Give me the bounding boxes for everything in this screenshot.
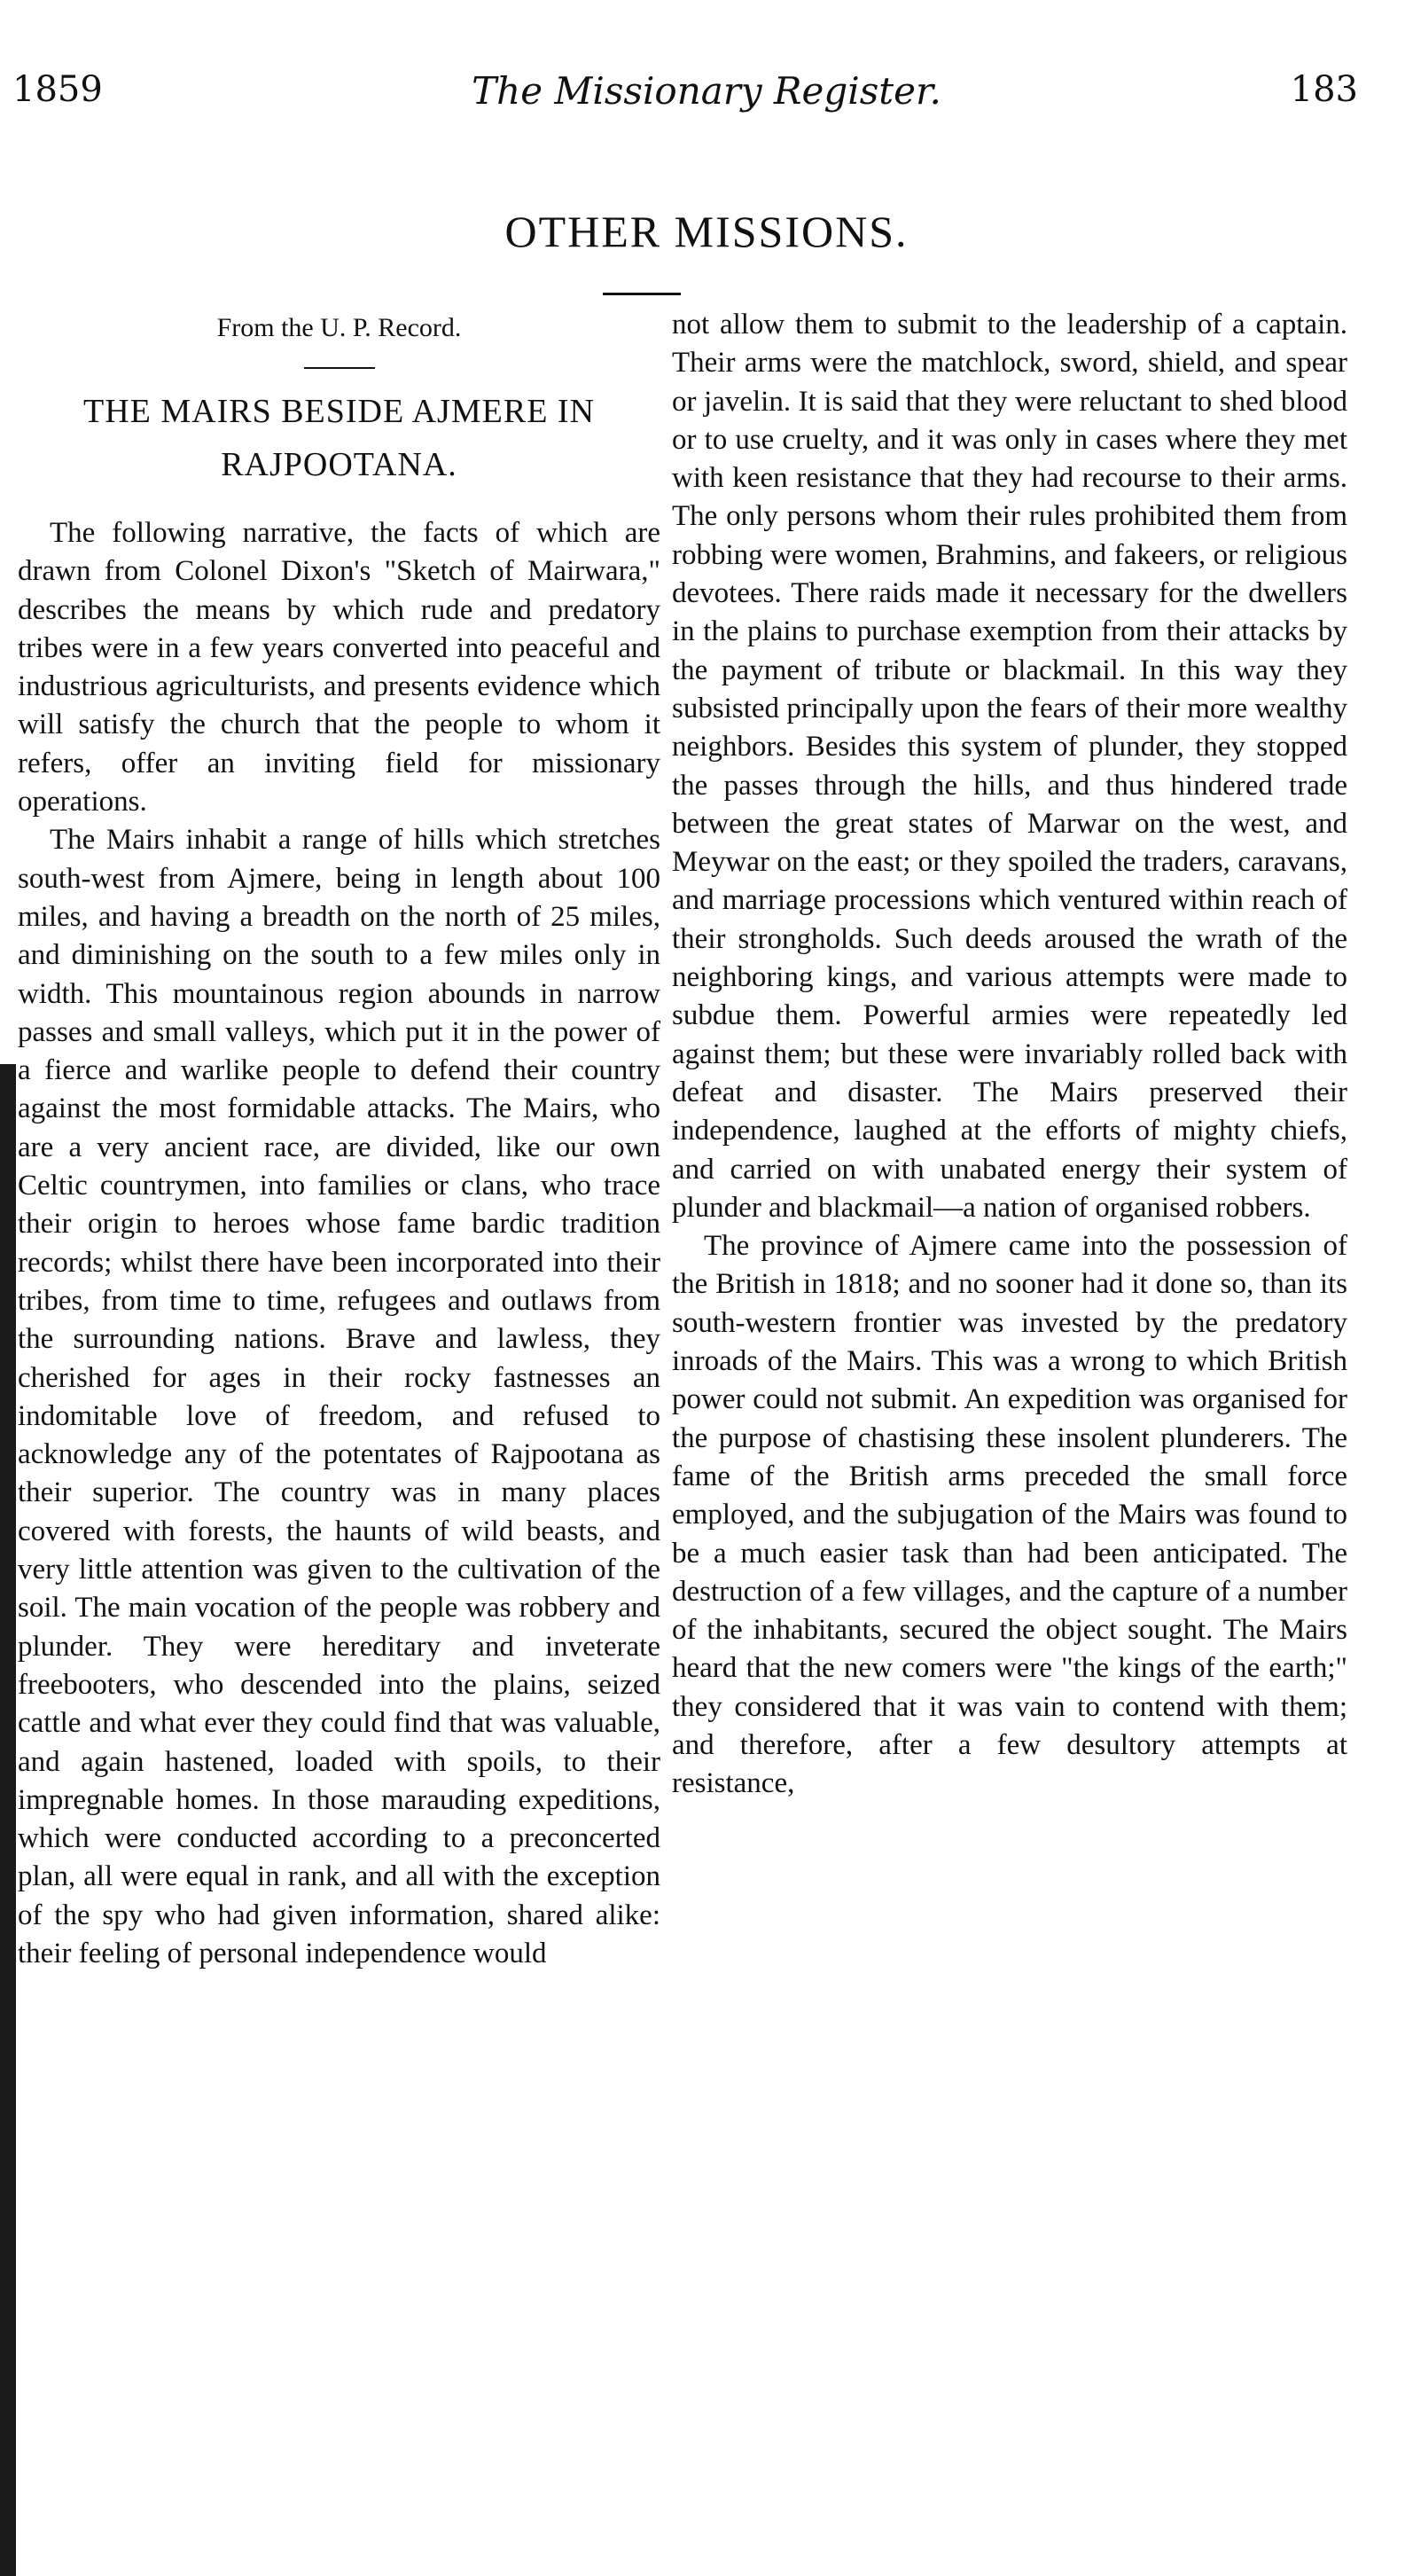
- source-rule: [304, 367, 375, 369]
- section-title: OTHER MISSIONS.: [504, 207, 909, 256]
- paragraph: The following narrative, the facts of which are drawn from Colonel Dixon's "Sketch of Mairwara," describes the means by which rude and predatory tribes were in a few years converted into peaceful and industrious agriculturists, and presents evidence which will satisfy the church that the people to whom it refers, offer an inviting field for missionary operations.: [18, 517, 660, 818]
- left-column: [18, 310, 660, 1973]
- paragraph: The Mairs inhabit a range of hills which stretches south-west from Ajmere, being in length about 100 miles, and having a breadth on the north of 25 miles, and diminishing on the south to a few miles only in width. This mountainous region abounds in narrow passes and small valleys, which put it in the power of a fierce and warlike people to defend their country against the most formidable attacks. The Mairs, who are a very ancient race, are divided, like our own Celtic countrymen, into families or clans, who trace their origin to heroes whose fame bardic tradition records; whilst there have been incorporated into their tribes, from time to time, refugees and outlaws from the surrounding nations. Brave and lawless, they cherished for ages in their rocky fastnesses an indomitable love of freedom, and refused to acknowledge any of the potentates of Rajpootana as their superior. The country was in many places covered with forests, the haunts of wild beasts, and very little attention was given to the cultivation of the soil. The main vocation of the people was robbery and plunder. They were hereditary and inveterate freebooters, who descended into the plains, seized cattle and what ever they could find that was valuable, and again hastened, loaded with spoils, to their impregnable homes. In those marauding expeditions, which were conducted according to a preconcerted plan, all were equal in rank, and all with the exception of the spy who had given information, shared alike: their feeling of personal independence would: [18, 824, 660, 1969]
- right-column: [672, 306, 1347, 1804]
- header-page-number: 183: [1290, 69, 1358, 110]
- header-year: 1859: [12, 69, 103, 110]
- scan-edge-shadow: [0, 1064, 16, 2576]
- paragraph: The province of Ajmere came into the possession of the British in 1818; and no sooner had it done so, than its south-western frontier was invested by the predatory inroads of the Mairs. This was a wrong to which British power could not submit. An expedition was organised for the purpose of chastising these insolent plunderers. The fame of the British arms preceded the small force employed, and the subjugation of the Mairs was found to be a much easier task than had been anticipated. The destruction of a few villages, and the capture of a number of the inhabitants, secured the object sought. The Mairs heard that the new comers were "the kings of the earth;" they considered that it was vain to contend with them; and therefore, after a few desultory attempts at resistance,: [672, 1230, 1347, 1800]
- article-title: THE MAIRS BESIDE AJMERE IN RAJPOOTANA.: [82, 393, 596, 483]
- running-header: [0, 69, 1413, 131]
- header-journal-title: The Missionary Register.: [472, 69, 941, 113]
- paragraph: not allow them to submit to the leadership of a captain. Their arms were the matchlock, sword, shield, and spear or javelin. It is said that they were reluctant to shed blood or to use cruelty, and it was only in cases where they met with keen resistance that they had recourse to their arms. The only persons whom their rules prohibited them from robbing were women, Brahmins, and fakeers, or religious devotees. There raids made it necessary for the dwellers in the plains to purchase exemption from their attacks by the payment of tribute or blackmail. In this way they subsisted principally upon the fears of their more wealthy neighbors. Besides this system of plunder, they stopped the passes through the hills, and thus hindered trade between the great states of Marwar on the west, and Meywar on the east; or they spoiled the traders, caravans, and marriage processions which ventured within reach of their strongholds. Such deeds aroused the wrath of the neighboring kings, and various attempts were made to subdue them. Powerful armies were repeatedly led against them; but these were invariably rolled back with defeat and disaster. The Mairs preserved their independence, laughed at the efforts of mighty chiefs, and carried on with unabated energy their system of plunder and blackmail—a nation of organised robbers.: [672, 309, 1347, 1224]
- title-rule: [603, 293, 681, 295]
- article-source: From the U. P. Record.: [216, 313, 462, 342]
